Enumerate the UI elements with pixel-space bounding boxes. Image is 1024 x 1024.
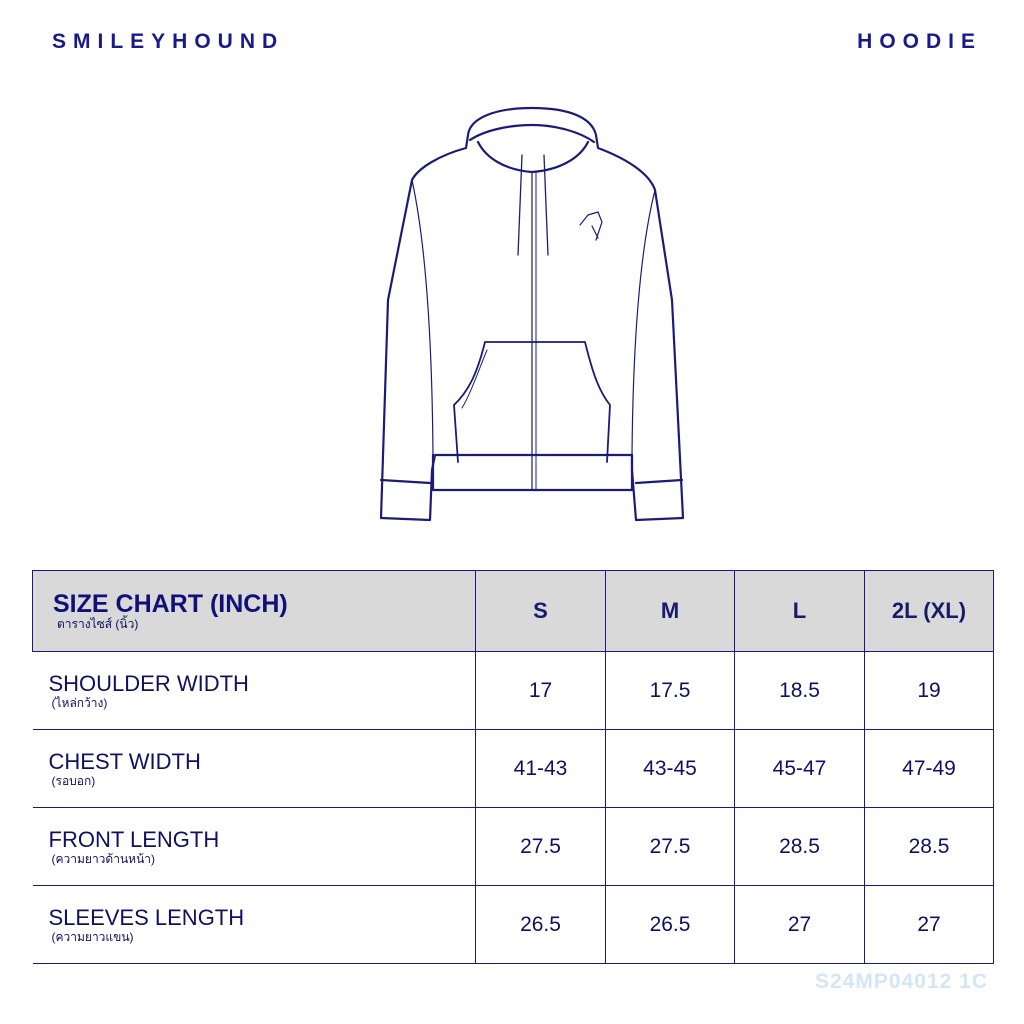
table-cell: 43-45 [606,730,735,808]
size-header: S [476,571,606,652]
product-name: HOODIE [857,30,982,53]
row-label: CHEST WIDTH [48,748,201,774]
row-label-cell [33,730,476,808]
table-cell: 27 [865,886,994,964]
row-label: FRONT LENGTH [48,826,220,852]
size-header: M [606,571,735,652]
brand-name: SMILEYHOUND [52,30,285,53]
table-cell: 17.5 [606,652,735,730]
row-label-cell [33,808,476,886]
table-row [33,886,994,964]
hoodie-illustration [370,100,690,530]
row-sub-label: (ไหล่กว้าง) [51,695,108,710]
table-cell: 19 [865,652,994,730]
table-cell: 26.5 [476,886,606,964]
row-sub-label: (ความยาวแขน) [51,929,134,944]
table-cell: 17 [476,652,606,730]
table-cell: 28.5 [735,808,865,886]
table-row [33,652,994,730]
row-label: SHOULDER WIDTH [48,670,249,696]
table-cell: 26.5 [606,886,735,964]
row-label: SLEEVES LENGTH [48,904,245,930]
table-cell: 27.5 [606,808,735,886]
table-row [33,730,994,808]
table-row [33,808,994,886]
table-cell: 45-47 [735,730,865,808]
table-cell: 27.5 [476,808,606,886]
table-cell: 28.5 [865,808,994,886]
table-title: SIZE CHART (INCH) [53,590,288,618]
size-chart-table [32,570,994,964]
table-title-cell [33,571,476,652]
row-sub-label: (รอบอก) [51,773,96,788]
table-cell: 18.5 [735,652,865,730]
row-label-cell [33,886,476,964]
table-cell: 41-43 [476,730,606,808]
table-title-sub: ตารางไซส์ (นิ้ว) [57,617,139,631]
product-code: S24MP04012 1C [815,970,988,993]
row-sub-label: (ความยาวด้านหน้า) [51,851,155,866]
row-label-cell [33,652,476,730]
table-cell: 47-49 [865,730,994,808]
table-cell: 27 [735,886,865,964]
size-header: 2L (XL) [865,571,994,652]
size-header: L [735,571,865,652]
table-header-row [33,571,994,652]
